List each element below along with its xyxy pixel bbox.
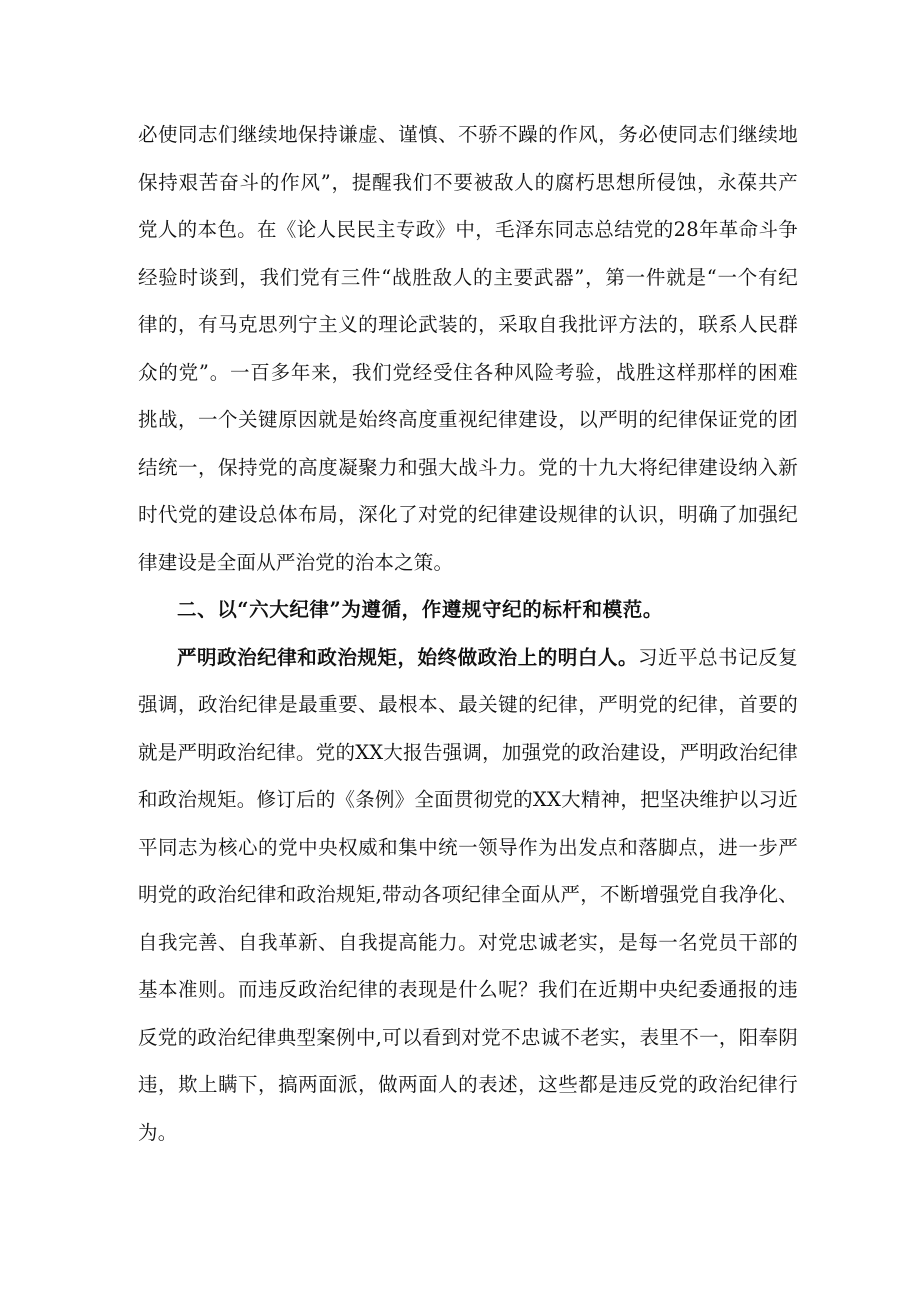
paragraph-lead-sentence: 严明政治纪律和政治规矩，始终做政治上的明白人。 bbox=[177, 645, 638, 669]
document-page bbox=[138, 111, 798, 1156]
paragraph-body-text: 习近平总书记反复强调，政治纪律是最重要、最根本、最关键的纪律，严明党的纪律，首要的就是严明政治纪律。党的XX大报告强调，加强党的政治建设，严明政治纪律和政治规矩。修订后的《条例》全面贯彻党的XX大精神，把坚决维护以习近平同志为核心的党中央权威和集中统一领导作为出发点和落脚点，进一步严明党的政治纪律和政治规矩,带动各项纪律全面从严，不断增强党自我净化、自我完善、自我革新、自我提高能力。对党忠诚老实，是每一名党员干部的基本准则。而违反政治纪律的表现是什么呢？我们在近期中央纪委通报的违反党的政治纪律典型案例中,可以看到对党不忠诚不老实，表里不一，阳奉阴违，欺上瞒下，搞两面派，做两面人的表述，这些都是违反党的政治纪律行为。 bbox=[138, 645, 798, 1144]
body-paragraph-2 bbox=[138, 634, 798, 1157]
body-paragraph-1: 必使同志们继续地保持谦虚、谨慎、不骄不躁的作风，务必使同志们继续地保持艰苦奋斗的作风”，提醒我们不要被敌人的腐朽思想所侵蚀，永葆共产党人的本色。在《论人民民主专政》中，毛泽东同志总结党的28年革命斗争经验时谈到，我们党有三件“战胜敌人的主要武器”，第一件就是“一个有纪律的，有马克思列宁主义的理论武装的，采取自我批评方法的，联系人民群众的党”。一百多年来，我们党经受住各种风险考验，战胜这样那样的困难挑战，一个关键原因就是始终高度重视纪律建设，以严明的纪律保证党的团结统一，保持党的高度凝聚力和强大战斗力。党的十九大将纪律建设纳入新时代党的建设总体布局，深化了对党的纪律建设规律的认识，明确了加强纪律建设是全面从严治党的治本之策。 bbox=[138, 123, 798, 574]
section-heading: 二、以“六大纪律”为遵循，作遵规守纪的标杆和模范。 bbox=[177, 598, 663, 621]
